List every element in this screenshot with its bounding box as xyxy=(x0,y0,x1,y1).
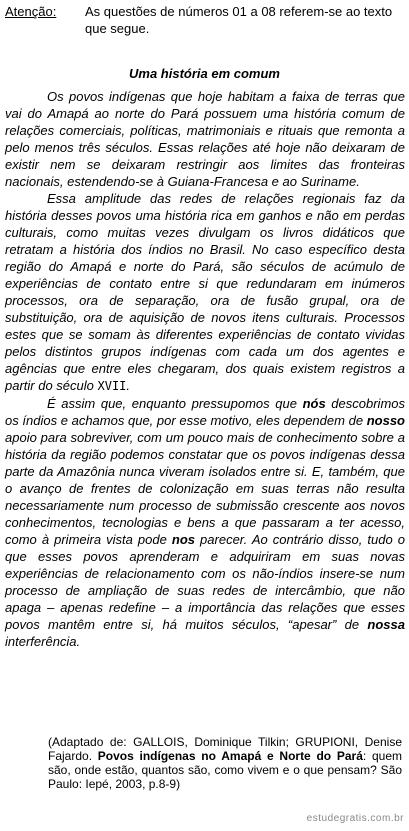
paragraph-1: Os povos indígenas que hoje habitam a faixa de terras que vai do Amapá ao norte do Pará possuem uma história comum de relações comerciais, políticas, matrimoniais e rituais que remonta a pelo menos três séculos. Essas relações até hoje não deixaram de existir nem se deixaram restringir aos limites das fronteiras nacionais, estendendo-se à Guiana-Francesa e ao Suriname. xyxy=(5,89,405,189)
notice-label: Atenção: xyxy=(5,4,57,19)
source-before: (Adaptado de: GALLOIS, Dominique Tilkin; GRUPIONI, Denise Fajardo. xyxy=(48,735,402,763)
paragraph-3-seg1: É assim que, enquanto pressupomos que xyxy=(47,396,303,411)
emphasis-nosso: nosso xyxy=(366,413,405,428)
paragraph-2-end: . xyxy=(126,378,131,393)
notice-text: As questões de números 01 a 08 referem-se ao texto que segue. xyxy=(85,4,393,36)
paragraph-3-seg5: interferência. xyxy=(5,634,81,649)
century-numeral: XVII xyxy=(97,379,127,393)
paragraph-2-text: Essa amplitude das redes de relações regionais faz da história desses povos uma história rica em ganhos e não em perdas culturais, como muitas vezes divulgam os livros didáticos que retratam a história dos índios no Brasil. No caso específico desta região do Amapá e norte do Pará, são séculos de acúmulo de experiências de contato entre si que redundaram em inúmeros processos, ora de separação, ora de fusão grupal, ora de substituição, ora de aquisição de novos itens culturais. Processos estes que se somam às diferentes experiências de contato vividas pelos distintos grupos indígenas com cada um dos agentes e agências que entre eles chegaram, dos quais existem registros a partir do século xyxy=(5,191,405,393)
paragraph-3-seg3: apoio para sobreviver, com um pouco mais de conhecimento sobre a história da região podemos constatar que os povos indígenas dessa parte da Amazônia nunca viveram isolados entre si. E, também, que o avanço de frentes de colonização em suas terras não resulta necessariamente num processo de submissão crescente aos novos conhecimentos, tecnologias e bens a que passaram a ter acesso, como à primeira vista pode xyxy=(5,430,405,547)
paragraph-3 xyxy=(5,395,405,650)
paragraph-3-seg4: parecer. Ao contrário disso, tudo o que esses povos aprenderam e adquiriram em suas novas experiências de relacionamento com os não-índios insere-se num processo de ampliação de suas redes de intercâmbio, que não apaga – apenas redefine – a importância das relações que esses povos mantêm entre si, há muitos séculos, “apesar” de xyxy=(5,532,405,632)
article-title: Uma história em comum xyxy=(129,66,280,81)
paragraph-3-seg2: descobrimos os índios e achamos que, por esse motivo, eles dependem de xyxy=(5,396,405,428)
article-body xyxy=(5,88,405,650)
source-citation xyxy=(48,735,402,791)
emphasis-nos-2: nos xyxy=(171,532,195,547)
source-book-title: Povos indígenas no Amapá e Norte do Pará xyxy=(97,749,363,763)
emphasis-nossa: nossa xyxy=(367,617,405,632)
emphasis-nos: nós xyxy=(302,396,326,411)
paragraph-2 xyxy=(5,190,405,395)
watermark: estudegratis.com.br xyxy=(306,813,404,824)
source-after: : quem são, onde estão, quantos são, como vivem e o que pensam? São Paulo: Iepé, 2003, p.8-9) xyxy=(48,749,402,791)
